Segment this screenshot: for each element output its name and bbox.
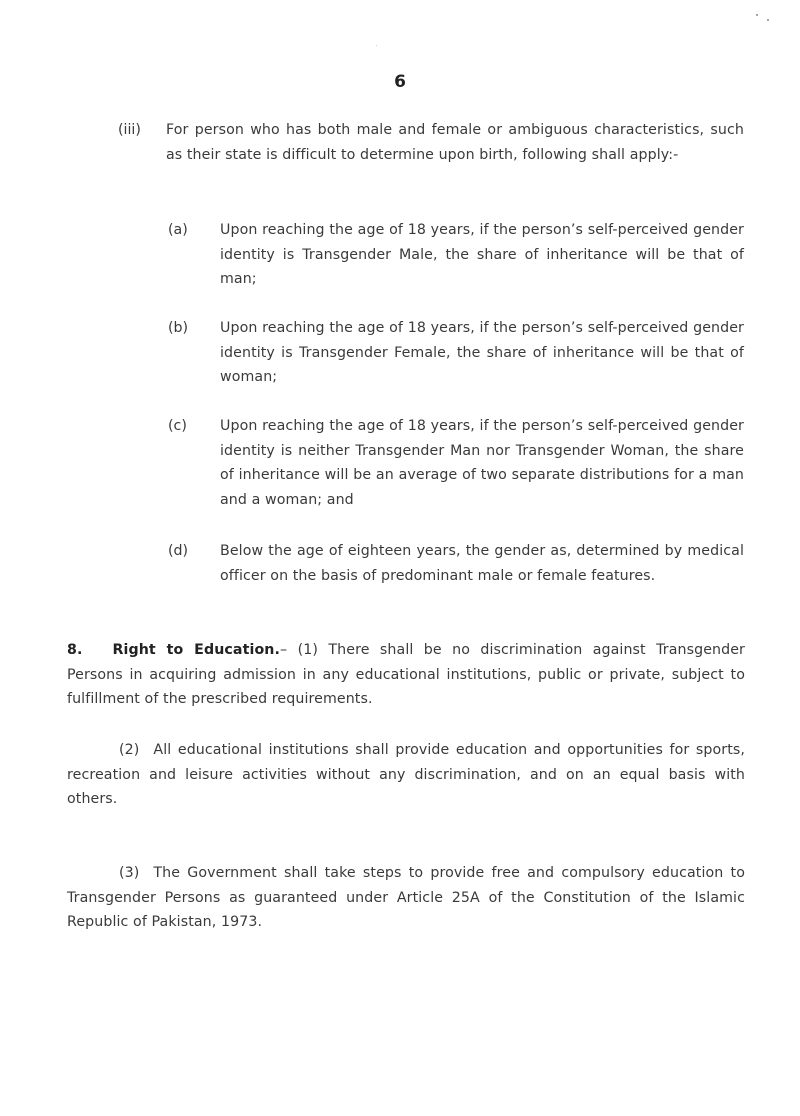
subsection-text: All educational institutions shall provide education and opportunities for sports, recreation and leisure activities without any discrimination, and on an equal basis with others.: [67, 742, 745, 807]
subsection-label: (3): [119, 865, 140, 881]
subclause-label: (d): [168, 543, 189, 559]
subsection-label: (2): [119, 742, 140, 758]
subsection-text: The Government shall take steps to provide free and compulsory education to Transgender Persons as guaranteed under Article 25A of the Constitution of the Islamic Republic of Pakistan, 1973.: [67, 865, 745, 930]
subsection-label: (1): [297, 642, 318, 658]
subsection-text: There shall be no discrimination against Transgender Persons in acquiring admission in any educational institutions, public or private, subject to fulfillment of the prescribed requirements.: [67, 642, 745, 707]
clause-text: For person who has both male and female or ambiguous characteristics, such as their state is difficult to determine upon birth, following shall apply:-: [166, 122, 744, 163]
section-heading: Right to Education.: [112, 642, 280, 658]
page-number: 6: [394, 72, 406, 92]
subclause-text: Upon reaching the age of 18 years, if the person’s self-perceived gender identity is Transgender Female, the share of inheritance will be that of woman;: [220, 320, 744, 385]
scan-speck: [767, 19, 769, 21]
clause-label: (iii): [118, 122, 141, 138]
subclause-text: Below the age of eighteen years, the gender as, determined by medical officer on the basis of predominant male or female features.: [220, 543, 744, 584]
section-8-subsection-3: [67, 861, 745, 935]
section-dash: –: [279, 642, 288, 658]
subclause-text: Upon reaching the age of 18 years, if the person’s self-perceived gender identity is neither Transgender Man nor Transgender Woman, the share of inheritance will be an average of two separate distributions for a man and a woman; and: [220, 418, 744, 508]
section-number: 8.: [67, 642, 83, 658]
subclause-label: (c): [168, 418, 187, 434]
subclause-label: (a): [168, 222, 188, 238]
scan-speck: [376, 45, 377, 46]
subclause-label: (b): [168, 320, 189, 336]
subclause-text: Upon reaching the age of 18 years, if the person’s self-perceived gender identity is Transgender Male, the share of inheritance will be that of man;: [220, 222, 744, 287]
scan-speck: [756, 14, 758, 16]
section-8-subsection-1: [67, 638, 745, 712]
section-8-subsection-2: [67, 738, 745, 812]
